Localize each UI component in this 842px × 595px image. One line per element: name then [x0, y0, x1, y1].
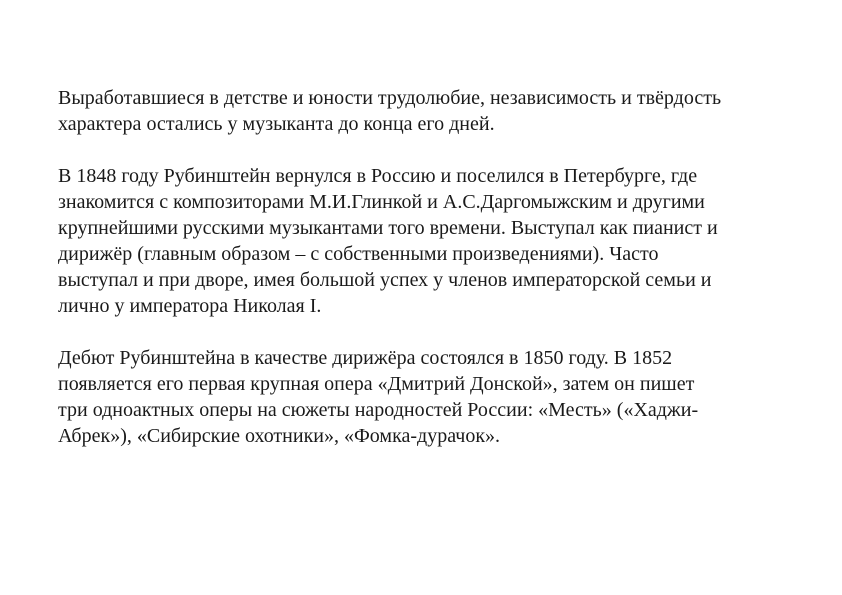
- paragraph-petersburg: [58, 163, 798, 319]
- text-line: Абрек»), «Сибирские охотники», «Фомка-дурачок».: [58, 425, 501, 447]
- text-line: Выработавшиеся в детстве и юности трудолюбие, независимость и твёрдость: [58, 87, 722, 109]
- text-line: характера остались у музыканта до конца его дней.: [58, 113, 495, 135]
- text-line: дирижёр (главным образом – с собственными произведениями). Часто: [58, 243, 659, 265]
- text-line: крупнейшими русскими музыкантами того времени. Выступал как пианист и: [58, 217, 718, 239]
- text-line: В 1848 году Рубинштейн вернулся в Россию и поселился в Петербурге, где: [58, 165, 698, 187]
- text-line: выступал и при дворе, имея большой успех у членов императорской семьи и: [58, 269, 712, 291]
- text-line: лично у императора Николая I.: [58, 295, 322, 317]
- paragraph-conductor-debut: [58, 345, 798, 449]
- paragraph-childhood: [58, 85, 798, 137]
- text-line: появляется его первая крупная опера «Дмитрий Донской», затем он пишет: [58, 373, 695, 395]
- text-line: знакомится с композиторами М.И.Глинкой и А.С.Даргомыжским и другими: [58, 191, 705, 213]
- text-line: Дебют Рубинштейна в качестве дирижёра состоялся в 1850 году. В 1852: [58, 347, 673, 369]
- text-line: три одноактных оперы на сюжеты народностей России: «Месть» («Хаджи-: [58, 399, 699, 421]
- document-body: [58, 85, 798, 475]
